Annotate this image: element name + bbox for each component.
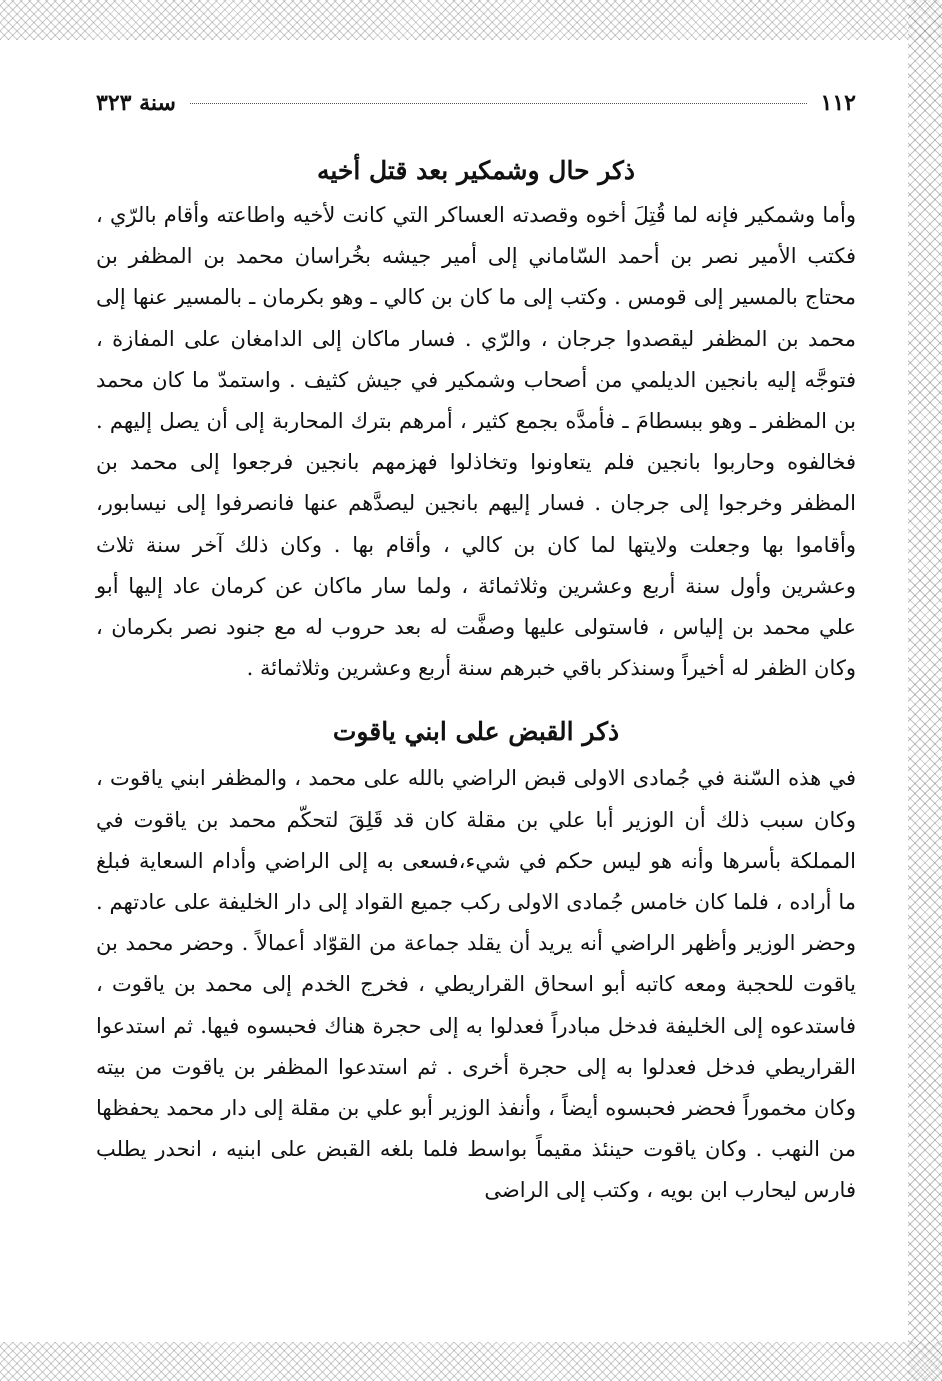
section-title: ذكر القبض على ابني ياقوت	[332, 717, 620, 747]
section-washmakir	[96, 156, 856, 689]
ornamental-border-top	[0, 0, 942, 40]
header-year: سنة ٣٢٣	[96, 90, 176, 116]
section-ibnay-yaqut	[96, 717, 856, 1211]
section-paragraph: في هذه السّنة في جُمادى الاولى قبض الراضي بالله على محمد ، والمظفر ابني ياقوت ، وكان سبب ذلك أن الوزير أبا علي بن مقلة كان قد قَلِقَ لتحكّم محمد بن ياقوت في المملكة بأسرها وأنه هو ليس حكم في شيء،فسعى به إلى الراضي وأدام السعاية فبلغ ما أراده ، فلما كان خامس جُمادى الاولى ركب جميع القواد إلى دار الخليفة على عادتهم . وحضر الوزير وأظهر الراضي أنه يريد أن يقلد جماعة من القوّاد أعمالاً . وحضر محمد بن ياقوت للحجبة ومعه كاتبه أبو اسحاق القراريطي ، فخرج الخدم إلى محمد بن ياقوت ، فاستدعوه إلى الخليفة فدخل مبادراً فعدلوا به إلى حجرة هناك فحبسوه فيها. ثم استدعوا القراريطي فدخل فعدلوا به إلى حجرة أخرى . ثم استدعوا المظفر بن ياقوت من بيته وكان مخموراً فحضر فحبسوه أيضاً ، وأنفذ الوزير أبو علي بن مقلة إلى دار محمد يحفظها من النهب . وكان ياقوت حينئذ مقيماً بواسط فلما بلغه القبض على ابنيه ، انحدر يطلب فارس ليحارب ابن بويه ، وكتب إلى الراضى	[96, 766, 856, 1203]
page-body	[96, 90, 856, 1212]
section-paragraph: وأما وشمكير فإنه لما قُتِلَ أخوه وقصدته العساكر التي كانت لأخيه واطاعته وأقام بالرّي ، فكتب الأمير نصر بن أحمد السّاماني إلى أمير جيشه بخُراسان محمد بن المظفر بن محتاج بالمسير إلى قومس . وكتب إلى ما كان بن كالي ـ وهو بكرمان ـ بالمسير عنها إلى محمد بن المظفر ليقصدوا جرجان ، والرّي . فسار ماكان إلى الدامغان على المفازة ، فتوجَّه إليه بانجين الديلمي من أصحاب وشمكير في جيش كثيف . واستمدّ ما كان محمد بن المظفر ـ وهو ببسطامَ ـ فأمدَّه بجمع كثير ، أمرهم بترك المحاربة إلى أن يصل إليهم . فخالفوه وحاربوا بانجين فلم يتعاونوا وتخاذلوا فهزمهم بانجين فرجعوا إلى محمد بن المظفر وخرجوا إلى جرجان . فسار إليهم بانجين ليصدَّهم عنها فانصرفوا إلى نيسابور، وأقاموا بها وجعلت ولايتها لما كان بن كالي ، وأقام بها . وكان ذلك آخر سنة ثلاث وعشرين وأول سنة أربع وعشرين وثلاثمائة ، ولما سار ماكان عن كرمان عاد إليها أبو علي محمد بن إلياس ، فاستولى عليها وصفَّت له بعد حروب له مع جنود نصر بكرمان ، وكان الظفر له أخيراً وسنذكر باقي خبرهم سنة أربع وعشرين وثلاثمائة .	[96, 203, 856, 681]
page-number: ١١٢	[820, 90, 856, 116]
header-dotted-leader	[190, 103, 807, 104]
running-head	[96, 90, 856, 134]
ornamental-border-bottom	[0, 1342, 942, 1381]
ornamental-border-right	[908, 0, 942, 1381]
section-title: ذكر حال وشمكير بعد قتل أخيه	[316, 156, 636, 185]
